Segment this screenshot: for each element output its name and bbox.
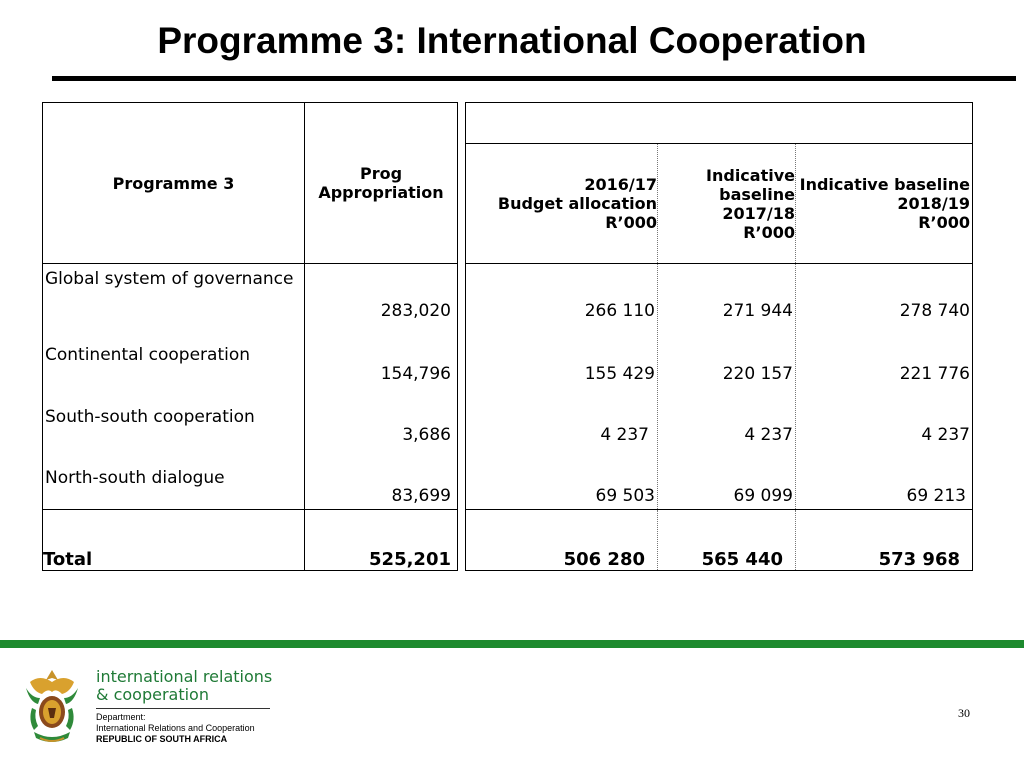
baseline-2018-north-south: 69 213 [906,486,966,506]
footer-green-band [0,640,1024,648]
brand-line-2: & cooperation [96,685,209,704]
header-baseline-2017: Indicative baseline 2017/18 R’000 [658,144,796,264]
budget-table-right [465,102,973,571]
baseline-2017-south-south: 4 237 [744,425,793,445]
row-name-global: Global system of governance [45,269,294,289]
baseline-2018-cell [796,264,973,510]
title-underline [52,76,1016,81]
budget-2016-south-south: 4 237 [600,425,649,445]
total-budget-2016: 506 280 [466,510,658,571]
total-baseline-2018: 573 968 [796,510,973,571]
brand-line-1: international relations [96,667,273,686]
appropriation-south-south: 3,686 [402,425,451,445]
dept-line-1: Department: [96,712,146,722]
budget-table-left [42,102,458,571]
row-name-continental: Continental cooperation [45,345,251,365]
baseline-2018-continental: 221 776 [899,364,970,384]
page-title: Programme 3: International Cooperation [157,20,867,61]
header-spacer [466,103,973,144]
baseline-2017-global: 271 944 [722,301,793,321]
row-name-north-south: North-south dialogue [45,468,225,488]
programme-names-cell [43,264,305,510]
baseline-2017-continental: 220 157 [722,364,793,384]
brand-divider [96,708,270,709]
row-name-south-south: South-south cooperation [45,407,255,427]
brand-name [96,668,272,704]
header-programme: Programme 3 [43,103,305,264]
appropriation-north-south: 83,699 [391,486,451,506]
baseline-2018-south-south: 4 237 [921,425,970,445]
header-baseline-2018: Indicative baseline 2018/19 R’000 [796,144,973,264]
department-block [96,712,255,745]
budget-2016-north-south: 69 503 [595,486,655,506]
budget-2016-continental: 155 429 [584,364,655,384]
baseline-2017-north-south: 69 099 [733,486,793,506]
appropriation-cell [305,264,458,510]
total-appropriation: 525,201 [305,510,458,571]
appropriation-global: 283,020 [380,301,451,321]
baseline-2018-global: 278 740 [899,301,970,321]
dept-line-3: REPUBLIC OF SOUTH AFRICA [96,734,228,744]
total-label: Total [43,510,305,571]
coat-of-arms-icon [22,668,82,750]
dept-line-2: International Relations and Cooperation [96,723,255,733]
budget-2016-cell [466,264,658,510]
baseline-2017-cell [658,264,796,510]
budget-2016-global: 266 110 [584,301,655,321]
header-appropriation: Prog Appropriation [305,103,458,264]
page-number: 30 [958,706,970,720]
total-baseline-2017: 565 440 [658,510,796,571]
header-budget-2016: 2016/17 Budget allocation R’000 [466,144,658,264]
appropriation-continental: 154,796 [380,364,451,384]
